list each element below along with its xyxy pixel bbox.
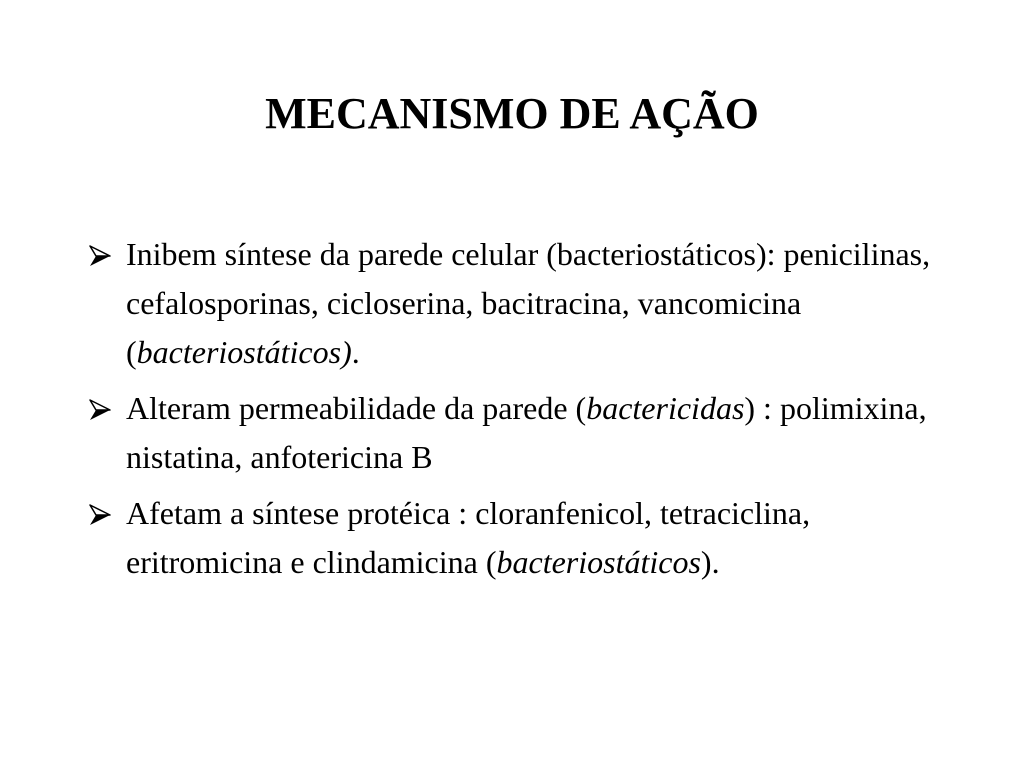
slide-title: MECANISMO DE AÇÃO — [265, 89, 759, 138]
arrowhead-bullet-icon — [88, 503, 112, 527]
bullet-text-emphasis: bacteriostáticos — [496, 544, 701, 580]
bullet-item-wall-permeability — [88, 384, 958, 482]
bullet-text-emphasis: bacteriostáticos) — [136, 334, 352, 370]
bullet-text-end: ) : polimixina, nistatina, anfotericina B — [126, 390, 927, 475]
arrowhead-bullet-icon — [88, 244, 112, 268]
bullet-item-cell-wall-synthesis — [88, 230, 958, 377]
bullet-text: Alteram permeabilidade da parede ( — [126, 390, 587, 426]
bullet-text: Afetam a síntese protéica : cloranfenicol, tetraciclina, eritromicina e clindamicina ( — [126, 495, 811, 580]
bullet-item-protein-synthesis — [88, 489, 958, 587]
arrowhead-bullet-icon — [88, 398, 112, 422]
bullet-list — [88, 230, 958, 594]
bullet-text-end: ). — [700, 544, 720, 580]
bullet-text: Inibem síntese da parede celular (bacteriostáticos): penicilinas, cefalosporinas, cicloserina, bacitracina, vancomicina ( — [126, 236, 931, 370]
bullet-text-emphasis: bactericidas — [586, 390, 745, 426]
bullet-text-end: . — [351, 334, 360, 370]
